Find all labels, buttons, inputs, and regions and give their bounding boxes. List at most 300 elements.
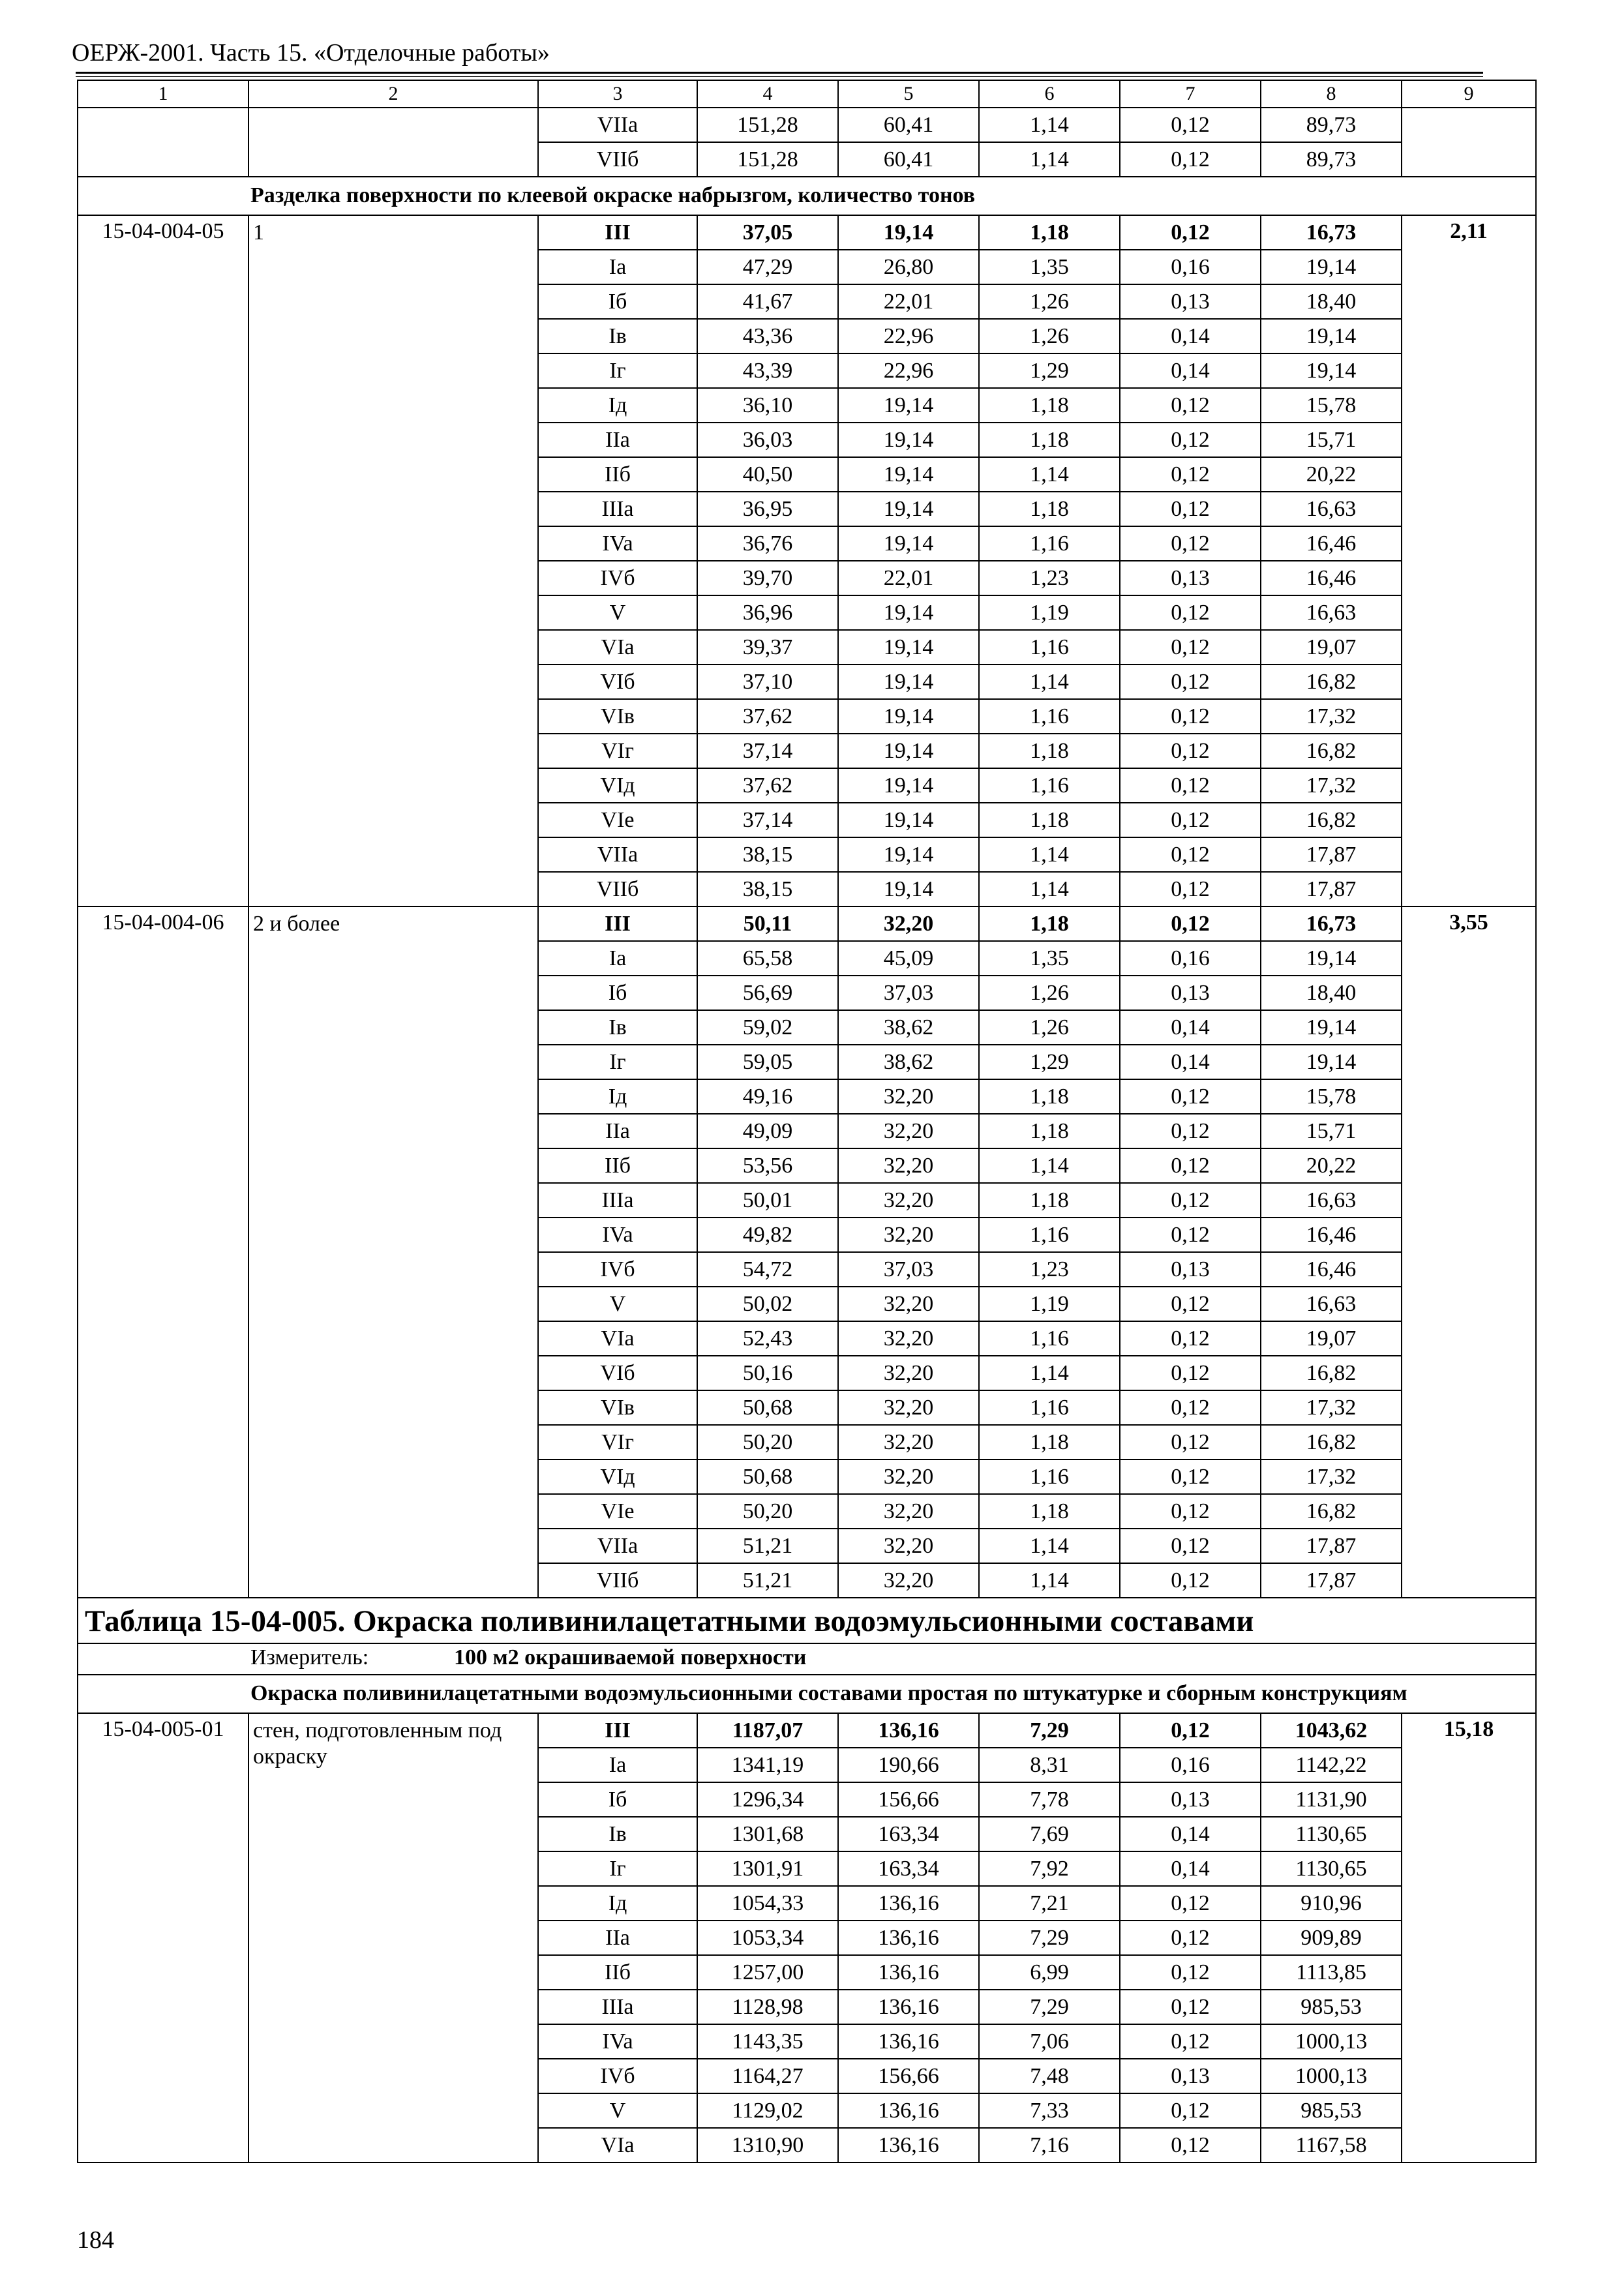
total-cost-cell: 1341,19 (697, 1748, 838, 1782)
zone-cell: IIIa (538, 1183, 697, 1218)
machines-cell: 7,29 (979, 1921, 1120, 1955)
materials-cell: 910,96 (1261, 1886, 1402, 1921)
total-cost-cell: 43,39 (697, 353, 838, 388)
zone-cell: VIв (538, 1390, 697, 1425)
materials-cell: 17,32 (1261, 1390, 1402, 1425)
wages-cell: 19,14 (838, 665, 979, 699)
materials-cell: 16,63 (1261, 1287, 1402, 1321)
drivers-wages-cell: 0,12 (1120, 388, 1261, 423)
materials-cell: 15,71 (1261, 1114, 1402, 1148)
drivers-wages-cell: 0,12 (1120, 215, 1261, 250)
drivers-wages-cell: 0,12 (1120, 1563, 1261, 1598)
materials-cell: 16,63 (1261, 492, 1402, 526)
total-cost-cell: 37,62 (697, 699, 838, 734)
machines-cell: 6,99 (979, 1955, 1120, 1990)
total-cost-cell: 1128,98 (697, 1990, 838, 2024)
materials-cell: 17,32 (1261, 1459, 1402, 1494)
machines-cell: 1,16 (979, 1390, 1120, 1425)
materials-cell: 1142,22 (1261, 1748, 1402, 1782)
code-cell (78, 108, 248, 177)
zone-cell: IVб (538, 561, 697, 595)
drivers-wages-cell: 0,12 (1120, 142, 1261, 177)
materials-cell: 19,14 (1261, 319, 1402, 353)
drivers-wages-cell: 0,12 (1120, 1287, 1261, 1321)
wages-cell: 136,16 (838, 2024, 979, 2059)
machines-cell: 1,35 (979, 250, 1120, 284)
materials-cell: 16,82 (1261, 1494, 1402, 1529)
drivers-wages-cell: 0,12 (1120, 1990, 1261, 2024)
page-header: ОЕРЖ-2001. Часть 15. «Отделочные работы» (72, 39, 550, 67)
total-cost-cell: 1054,33 (697, 1886, 838, 1921)
wages-cell: 22,96 (838, 353, 979, 388)
zone-cell: V (538, 595, 697, 630)
total-cost-cell: 1164,27 (697, 2059, 838, 2093)
materials-cell: 16,46 (1261, 1252, 1402, 1287)
drivers-wages-cell: 0,13 (1120, 1252, 1261, 1287)
name-cell: стен, подготовленным под окраску (248, 1713, 538, 2162)
name-cell: 2 и более (248, 906, 538, 1598)
drivers-wages-cell: 0,14 (1120, 1817, 1261, 1851)
wages-cell: 19,14 (838, 388, 979, 423)
drivers-wages-cell: 0,12 (1120, 768, 1261, 803)
materials-cell: 18,40 (1261, 976, 1402, 1010)
zone-cell: IVa (538, 2024, 697, 2059)
wages-cell: 19,14 (838, 215, 979, 250)
machines-cell: 1,18 (979, 492, 1120, 526)
zone-cell: VIa (538, 2128, 697, 2162)
materials-cell: 1131,90 (1261, 1782, 1402, 1817)
col9-cell: 3,55 (1402, 906, 1536, 1598)
materials-cell: 17,87 (1261, 837, 1402, 872)
drivers-wages-cell: 0,14 (1120, 319, 1261, 353)
drivers-wages-cell: 0,12 (1120, 872, 1261, 906)
header-rule-thin (76, 76, 1483, 77)
machines-cell: 1,16 (979, 768, 1120, 803)
zone-cell: Iг (538, 1851, 697, 1886)
total-cost-cell: 50,02 (697, 1287, 838, 1321)
zone-cell: III (538, 215, 697, 250)
total-cost-cell: 50,68 (697, 1459, 838, 1494)
drivers-wages-cell: 0,12 (1120, 734, 1261, 768)
machines-cell: 7,78 (979, 1782, 1120, 1817)
machines-cell: 1,18 (979, 423, 1120, 457)
drivers-wages-cell: 0,12 (1120, 1921, 1261, 1955)
machines-cell: 1,26 (979, 976, 1120, 1010)
zone-cell: VIIб (538, 142, 697, 177)
zone-cell: VIa (538, 1321, 697, 1356)
wages-cell: 19,14 (838, 595, 979, 630)
drivers-wages-cell: 0,12 (1120, 665, 1261, 699)
zone-cell: Iд (538, 1886, 697, 1921)
drivers-wages-cell: 0,12 (1120, 1079, 1261, 1114)
materials-cell: 16,73 (1261, 215, 1402, 250)
total-cost-cell: 41,67 (697, 284, 838, 319)
table-row (78, 108, 1536, 142)
zone-cell: IIб (538, 1955, 697, 1990)
zone-cell: III (538, 1713, 697, 1748)
zone-cell: VIa (538, 630, 697, 665)
drivers-wages-cell: 0,14 (1120, 1045, 1261, 1079)
wages-cell: 32,20 (838, 1079, 979, 1114)
column-number: 5 (838, 80, 979, 108)
wages-cell: 32,20 (838, 1529, 979, 1563)
materials-cell: 89,73 (1261, 142, 1402, 177)
machines-cell: 1,14 (979, 837, 1120, 872)
total-cost-cell: 1129,02 (697, 2093, 838, 2128)
zone-cell: Iв (538, 1817, 697, 1851)
zone-cell: IVб (538, 1252, 697, 1287)
materials-cell: 1167,58 (1261, 2128, 1402, 2162)
total-cost-cell: 50,16 (697, 1356, 838, 1390)
measure-cell (78, 1643, 1536, 1675)
materials-cell: 17,87 (1261, 872, 1402, 906)
machines-cell: 1,35 (979, 941, 1120, 976)
drivers-wages-cell: 0,12 (1120, 2093, 1261, 2128)
materials-cell: 19,14 (1261, 250, 1402, 284)
header-rule (76, 72, 1483, 74)
drivers-wages-cell: 0,12 (1120, 1114, 1261, 1148)
machines-cell: 1,18 (979, 906, 1120, 941)
wages-cell: 19,14 (838, 699, 979, 734)
wages-cell: 19,14 (838, 837, 979, 872)
drivers-wages-cell: 0,12 (1120, 1425, 1261, 1459)
wages-cell: 136,16 (838, 1886, 979, 1921)
zone-cell: VIд (538, 1459, 697, 1494)
materials-cell: 15,78 (1261, 1079, 1402, 1114)
drivers-wages-cell: 0,12 (1120, 1955, 1261, 1990)
zone-cell: IIIa (538, 492, 697, 526)
zone-cell: Iб (538, 976, 697, 1010)
machines-cell: 1,29 (979, 1045, 1120, 1079)
wages-cell: 156,66 (838, 2059, 979, 2093)
wages-cell: 37,03 (838, 1252, 979, 1287)
total-cost-cell: 1301,68 (697, 1817, 838, 1851)
total-cost-cell: 37,05 (697, 215, 838, 250)
machines-cell: 1,14 (979, 457, 1120, 492)
zone-cell: VIIa (538, 108, 697, 142)
total-cost-cell: 52,43 (697, 1321, 838, 1356)
drivers-wages-cell: 0,13 (1120, 976, 1261, 1010)
table-row (78, 1713, 1536, 1748)
drivers-wages-cell: 0,13 (1120, 561, 1261, 595)
wages-cell: 32,20 (838, 1356, 979, 1390)
total-cost-cell: 65,58 (697, 941, 838, 976)
drivers-wages-cell: 0,12 (1120, 1218, 1261, 1252)
zone-cell: Iг (538, 1045, 697, 1079)
materials-cell: 1130,65 (1261, 1817, 1402, 1851)
wages-cell: 32,20 (838, 1287, 979, 1321)
column-number-row (78, 80, 1536, 108)
machines-cell: 1,26 (979, 284, 1120, 319)
drivers-wages-cell: 0,12 (1120, 595, 1261, 630)
machines-cell: 1,18 (979, 1425, 1120, 1459)
materials-cell: 17,32 (1261, 768, 1402, 803)
total-cost-cell: 36,03 (697, 423, 838, 457)
total-cost-cell: 47,29 (697, 250, 838, 284)
total-cost-cell: 49,16 (697, 1079, 838, 1114)
total-cost-cell: 1301,91 (697, 1851, 838, 1886)
machines-cell: 1,16 (979, 699, 1120, 734)
machines-cell: 1,18 (979, 388, 1120, 423)
machines-cell: 1,14 (979, 1563, 1120, 1598)
zone-cell: IVa (538, 526, 697, 561)
machines-cell: 7,06 (979, 2024, 1120, 2059)
zone-cell: IIa (538, 423, 697, 457)
materials-cell: 1113,85 (1261, 1955, 1402, 1990)
total-cost-cell: 51,21 (697, 1563, 838, 1598)
drivers-wages-cell: 0,12 (1120, 2024, 1261, 2059)
total-cost-cell: 50,68 (697, 1390, 838, 1425)
wages-cell: 163,34 (838, 1817, 979, 1851)
wages-cell: 19,14 (838, 803, 979, 837)
drivers-wages-cell: 0,12 (1120, 699, 1261, 734)
zone-cell: Ia (538, 250, 697, 284)
measure-value: 100 м2 окрашиваемой поверхности (454, 1645, 807, 1670)
machines-cell: 7,69 (979, 1817, 1120, 1851)
materials-cell: 19,14 (1261, 941, 1402, 976)
code-cell: 15-04-004-06 (78, 906, 248, 1598)
drivers-wages-cell: 0,12 (1120, 1148, 1261, 1183)
wages-cell: 19,14 (838, 492, 979, 526)
drivers-wages-cell: 0,16 (1120, 941, 1261, 976)
drivers-wages-cell: 0,12 (1120, 492, 1261, 526)
materials-cell: 19,07 (1261, 630, 1402, 665)
machines-cell: 1,14 (979, 142, 1120, 177)
wages-cell: 32,20 (838, 1390, 979, 1425)
zone-cell: VIIa (538, 1529, 697, 1563)
total-cost-cell: 40,50 (697, 457, 838, 492)
drivers-wages-cell: 0,12 (1120, 1459, 1261, 1494)
total-cost-cell: 1310,90 (697, 2128, 838, 2162)
wages-cell: 136,16 (838, 1713, 979, 1748)
total-cost-cell: 49,09 (697, 1114, 838, 1148)
drivers-wages-cell: 0,12 (1120, 1529, 1261, 1563)
zone-cell: Iб (538, 1782, 697, 1817)
materials-cell: 15,78 (1261, 388, 1402, 423)
wages-cell: 19,14 (838, 423, 979, 457)
zone-cell: VIд (538, 768, 697, 803)
wages-cell: 32,20 (838, 1218, 979, 1252)
drivers-wages-cell: 0,12 (1120, 837, 1261, 872)
total-cost-cell: 50,20 (697, 1494, 838, 1529)
wages-cell: 19,14 (838, 457, 979, 492)
materials-cell: 909,89 (1261, 1921, 1402, 1955)
total-cost-cell: 1257,00 (697, 1955, 838, 1990)
total-cost-cell: 54,72 (697, 1252, 838, 1287)
machines-cell: 1,19 (979, 595, 1120, 630)
machines-cell: 7,29 (979, 1713, 1120, 1748)
section-row (78, 1675, 1536, 1713)
drivers-wages-cell: 0,12 (1120, 1494, 1261, 1529)
materials-cell: 17,87 (1261, 1529, 1402, 1563)
wages-cell: 22,96 (838, 319, 979, 353)
materials-cell: 89,73 (1261, 108, 1402, 142)
wages-cell: 32,20 (838, 906, 979, 941)
zone-cell: IVa (538, 1218, 697, 1252)
zone-cell: V (538, 1287, 697, 1321)
materials-cell: 16,46 (1261, 1218, 1402, 1252)
table-body (78, 80, 1536, 2162)
machines-cell: 1,26 (979, 1010, 1120, 1045)
total-cost-cell: 56,69 (697, 976, 838, 1010)
machines-cell: 1,23 (979, 561, 1120, 595)
col9-cell: 15,18 (1402, 1713, 1536, 2162)
drivers-wages-cell: 0,12 (1120, 630, 1261, 665)
wages-cell: 32,20 (838, 1563, 979, 1598)
zone-cell: IIa (538, 1114, 697, 1148)
materials-cell: 16,46 (1261, 561, 1402, 595)
zone-cell: IIa (538, 1921, 697, 1955)
materials-cell: 17,87 (1261, 1563, 1402, 1598)
name-cell: 1 (248, 215, 538, 906)
materials-cell: 1000,13 (1261, 2024, 1402, 2059)
total-cost-cell: 39,70 (697, 561, 838, 595)
wages-cell: 60,41 (838, 108, 979, 142)
materials-cell: 15,71 (1261, 423, 1402, 457)
total-cost-cell: 1187,07 (697, 1713, 838, 1748)
wages-cell: 60,41 (838, 142, 979, 177)
zone-cell: Iд (538, 388, 697, 423)
machines-cell: 1,14 (979, 1148, 1120, 1183)
drivers-wages-cell: 0,12 (1120, 803, 1261, 837)
total-cost-cell: 38,15 (697, 872, 838, 906)
machines-cell: 1,14 (979, 872, 1120, 906)
zone-cell: VIe (538, 803, 697, 837)
section-row (78, 177, 1536, 215)
machines-cell: 1,18 (979, 734, 1120, 768)
materials-cell: 1043,62 (1261, 1713, 1402, 1748)
drivers-wages-cell: 0,12 (1120, 423, 1261, 457)
total-cost-cell: 51,21 (697, 1529, 838, 1563)
wages-cell: 32,20 (838, 1183, 979, 1218)
drivers-wages-cell: 0,12 (1120, 457, 1261, 492)
zone-cell: VIб (538, 1356, 697, 1390)
total-cost-cell: 38,15 (697, 837, 838, 872)
wages-cell: 45,09 (838, 941, 979, 976)
wages-cell: 32,20 (838, 1494, 979, 1529)
machines-cell: 1,14 (979, 108, 1120, 142)
wages-cell: 136,16 (838, 1955, 979, 1990)
machines-cell: 1,16 (979, 1321, 1120, 1356)
machines-cell: 1,18 (979, 803, 1120, 837)
name-cell (248, 108, 538, 177)
zone-cell: VIIб (538, 872, 697, 906)
wages-cell: 19,14 (838, 872, 979, 906)
drivers-wages-cell: 0,12 (1120, 1321, 1261, 1356)
total-cost-cell: 59,02 (697, 1010, 838, 1045)
section-title: Окраска поливинилацетатными водоэмульсионными составами простая по штукатурке и сборным конструкциям (78, 1675, 1536, 1713)
table-title-row (78, 1598, 1536, 1643)
zone-cell: Iв (538, 1010, 697, 1045)
machines-cell: 7,92 (979, 1851, 1120, 1886)
drivers-wages-cell: 0,13 (1120, 284, 1261, 319)
total-cost-cell: 37,10 (697, 665, 838, 699)
total-cost-cell: 36,76 (697, 526, 838, 561)
wages-cell: 32,20 (838, 1321, 979, 1356)
wages-cell: 190,66 (838, 1748, 979, 1782)
wages-cell: 136,16 (838, 1921, 979, 1955)
total-cost-cell: 1296,34 (697, 1782, 838, 1817)
machines-cell: 7,48 (979, 2059, 1120, 2093)
code-cell: 15-04-005-01 (78, 1713, 248, 2162)
drivers-wages-cell: 0,13 (1120, 2059, 1261, 2093)
drivers-wages-cell: 0,12 (1120, 526, 1261, 561)
machines-cell: 1,18 (979, 1494, 1120, 1529)
col9-cell: 2,11 (1402, 215, 1536, 906)
drivers-wages-cell: 0,12 (1120, 1390, 1261, 1425)
zone-cell: Ia (538, 941, 697, 976)
zone-cell: IIб (538, 457, 697, 492)
wages-cell: 26,80 (838, 250, 979, 284)
materials-cell: 20,22 (1261, 1148, 1402, 1183)
code-cell: 15-04-004-05 (78, 215, 248, 906)
machines-cell: 1,18 (979, 1114, 1120, 1148)
machines-cell: 1,16 (979, 1218, 1120, 1252)
column-number: 2 (248, 80, 538, 108)
measure-row (78, 1643, 1536, 1675)
section-title: Разделка поверхности по клеевой окраске набрызгом, количество тонов (78, 177, 1536, 215)
table-title: Таблица 15-04-005. Окраска поливинилацетатными водоэмульсионными составами (78, 1598, 1536, 1643)
wages-cell: 32,20 (838, 1425, 979, 1459)
total-cost-cell: 53,56 (697, 1148, 838, 1183)
zone-cell: VIв (538, 699, 697, 734)
machines-cell: 7,33 (979, 2093, 1120, 2128)
wages-cell: 38,62 (838, 1045, 979, 1079)
zone-cell: V (538, 2093, 697, 2128)
total-cost-cell: 37,14 (697, 734, 838, 768)
materials-cell: 1000,13 (1261, 2059, 1402, 2093)
machines-cell: 7,16 (979, 2128, 1120, 2162)
total-cost-cell: 151,28 (697, 142, 838, 177)
total-cost-cell: 36,95 (697, 492, 838, 526)
total-cost-cell: 50,01 (697, 1183, 838, 1218)
zone-cell: VIIa (538, 837, 697, 872)
column-number: 3 (538, 80, 697, 108)
wages-cell: 37,03 (838, 976, 979, 1010)
zone-cell: VIe (538, 1494, 697, 1529)
wages-cell: 19,14 (838, 768, 979, 803)
drivers-wages-cell: 0,12 (1120, 906, 1261, 941)
wages-cell: 136,16 (838, 2093, 979, 2128)
materials-cell: 16,82 (1261, 803, 1402, 837)
total-cost-cell: 50,20 (697, 1425, 838, 1459)
materials-cell: 16,73 (1261, 906, 1402, 941)
zone-cell: III (538, 906, 697, 941)
machines-cell: 1,16 (979, 1459, 1120, 1494)
zone-cell: IIб (538, 1148, 697, 1183)
wages-cell: 22,01 (838, 284, 979, 319)
zone-cell: Iг (538, 353, 697, 388)
total-cost-cell: 50,11 (697, 906, 838, 941)
wages-cell: 22,01 (838, 561, 979, 595)
machines-cell: 1,16 (979, 630, 1120, 665)
wages-cell: 156,66 (838, 1782, 979, 1817)
machines-cell: 1,18 (979, 215, 1120, 250)
machines-cell: 1,14 (979, 1356, 1120, 1390)
zone-cell: VIг (538, 1425, 697, 1459)
wages-cell: 38,62 (838, 1010, 979, 1045)
drivers-wages-cell: 0,14 (1120, 353, 1261, 388)
total-cost-cell: 36,10 (697, 388, 838, 423)
machines-cell: 1,14 (979, 1529, 1120, 1563)
wages-cell: 19,14 (838, 630, 979, 665)
column-number: 6 (979, 80, 1120, 108)
wages-cell: 19,14 (838, 734, 979, 768)
drivers-wages-cell: 0,12 (1120, 2128, 1261, 2162)
materials-cell: 16,82 (1261, 665, 1402, 699)
zone-cell: IIIa (538, 1990, 697, 2024)
column-number: 7 (1120, 80, 1261, 108)
